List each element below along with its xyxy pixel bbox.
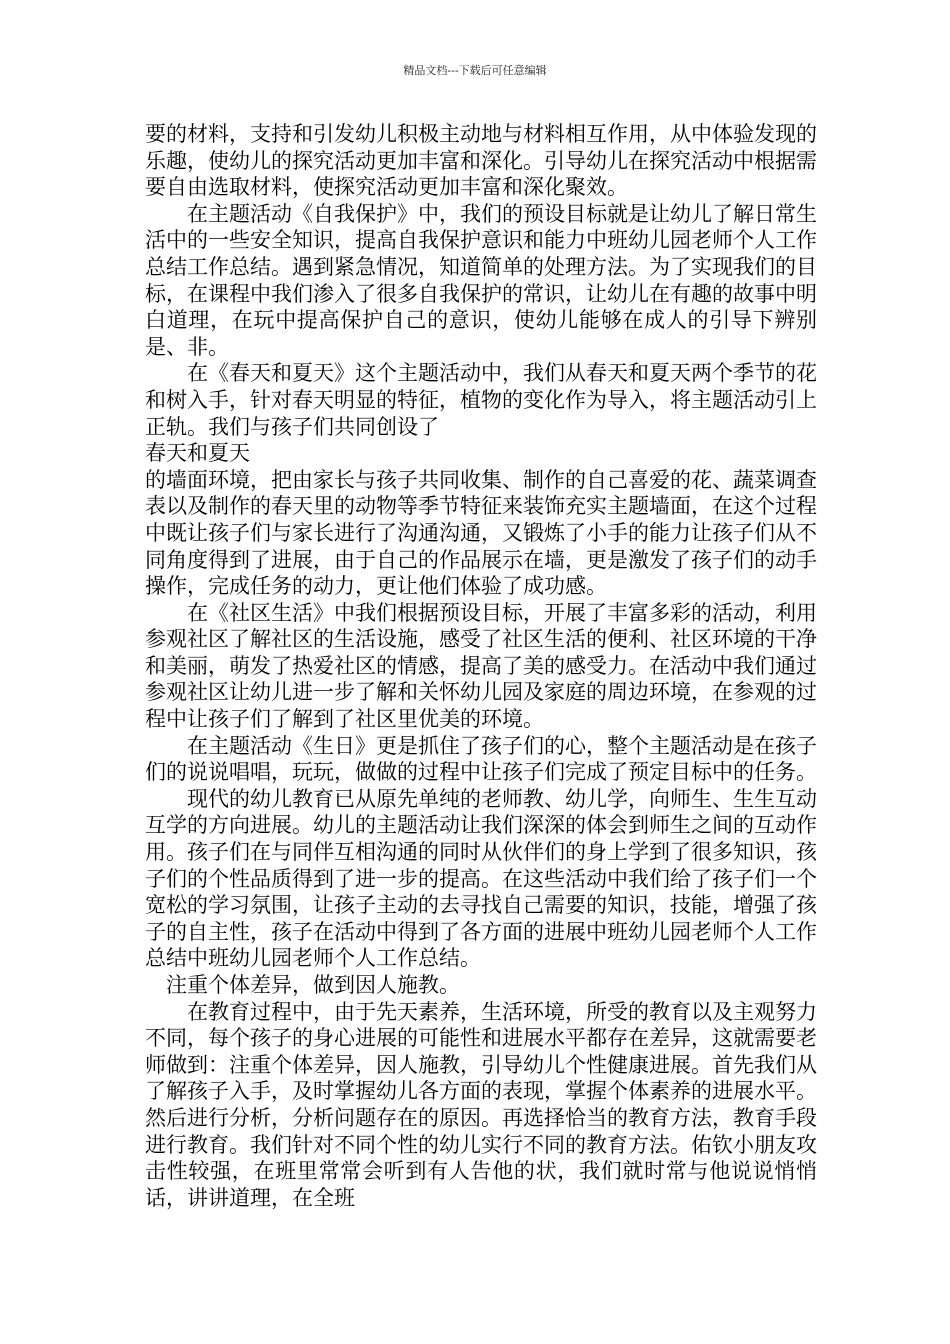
paragraph: 的墙面环境，把由家长与孩子共同收集、制作的自己喜爱的花、蔬菜调查表以及制作的春天里的动物等季节特征来装饰充实主题墙面，在这个过程中既让孩子们与家长进行了沟通沟通，又锻炼了小手的能力让孩子们从不同角度得到了进展，由于自己的作品展示在墙，更是激发了孩子们的动手操作，完成任务的动力，更让他们体验了成功感。 (145, 467, 817, 599)
paragraph: 在主题活动《生日》更是抓住了孩子们的心，整个主题活动是在孩子们的说说唱唱，玩玩，做做的过程中让孩子们完成了预定目标中的任务。 (145, 733, 817, 785)
paragraph: 在《社区生活》中我们根据预设目标，开展了丰富多彩的活动，利用参观社区了解社区的生活设施，感受了社区生活的便利、社区环境的干净和美丽，萌发了热爱社区的情感，提高了美的感受力。在活动中我们通过参观社区让幼儿进一步了解和关怀幼儿园及家庭的周边环境，在参观的过程中让孩子们了解到了社区里优美的环境。 (145, 600, 817, 732)
paragraph: 在主题活动《自我保护》中，我们的预设目标就是让幼儿了解日常生活中的一些安全知识，提高自我保护意识和能力中班幼儿园老师个人工作总结工作总结。遇到紧急情况，知道简单的处理方法。为了实现我们的目标，在课程中我们渗入了很多自我保护的常识，让幼儿在有趣的故事中明白道理，在玩中提高保护自己的意识，使幼儿能够在成人的引导下辨别是、非。 (145, 201, 817, 359)
section-heading: 注重个体差异，做到因人施教。 (166, 973, 460, 997)
paragraph: 在教育过程中，由于先天素养，生活环境，所受的教育以及主观努力不同，每个孩子的身心进展的可能性和进展水平都存在差异，这就需要老师做到：注重个体差异，因人施教，引导幼儿个性健康进展。首先我们从了解孩子入手，及时掌握幼儿各方面的表现，掌握个体素养的进展水平。然后进行分析，分析问题存在的原因。再选择恰当的教育方法，教育手段进行教育。我们针对不同个性的幼儿实行不同的教育方法。佑钦小朋友攻击性较强，在班里常常会听到有人告他的状，我们就时常与他说说悄悄话，讲讲道理，在全班 (145, 999, 817, 1210)
paragraph: 在《春天和夏天》这个主题活动中，我们从春天和夏天两个季节的花和树入手，针对春天明显的特征，植物的变化作为导入，将主题活动引上正轨。我们与孩子们共同创设了 (145, 361, 817, 439)
paragraph: 要的材料，支持和引发幼儿积极主动地与材料相互作用，从中体验发现的乐趣，使幼儿的探究活动更加丰富和深化。引导幼儿在探究活动中根据需要自由选取材料，使探究活动更加丰富和深化聚效。 (145, 122, 817, 200)
document-body (145, 121, 817, 1211)
paragraph: 现代的幼儿教育已从原先单纯的老师教、幼儿学，向师生、生生互动互学的方向进展。幼儿的主题活动让我们深深的体会到师生之间的互动作用。孩子们在与同伴互相沟通的同时从伙伴们的身上学到了很多知识，孩子们的个性品质得到了进一步的提高。在这些活动中我们给了孩子们一个宽松的学习氛围，让孩子主动的去寻找自己需要的知识，技能，增强了孩子的自主性，孩子在活动中得到了各方面的进展中班幼儿园老师个人工作总结中班幼儿园老师个人工作总结。 (145, 786, 817, 971)
page-header: 精品文档---下载后可任意编辑 (403, 64, 547, 77)
paragraph: 春天和夏天 (145, 441, 250, 466)
